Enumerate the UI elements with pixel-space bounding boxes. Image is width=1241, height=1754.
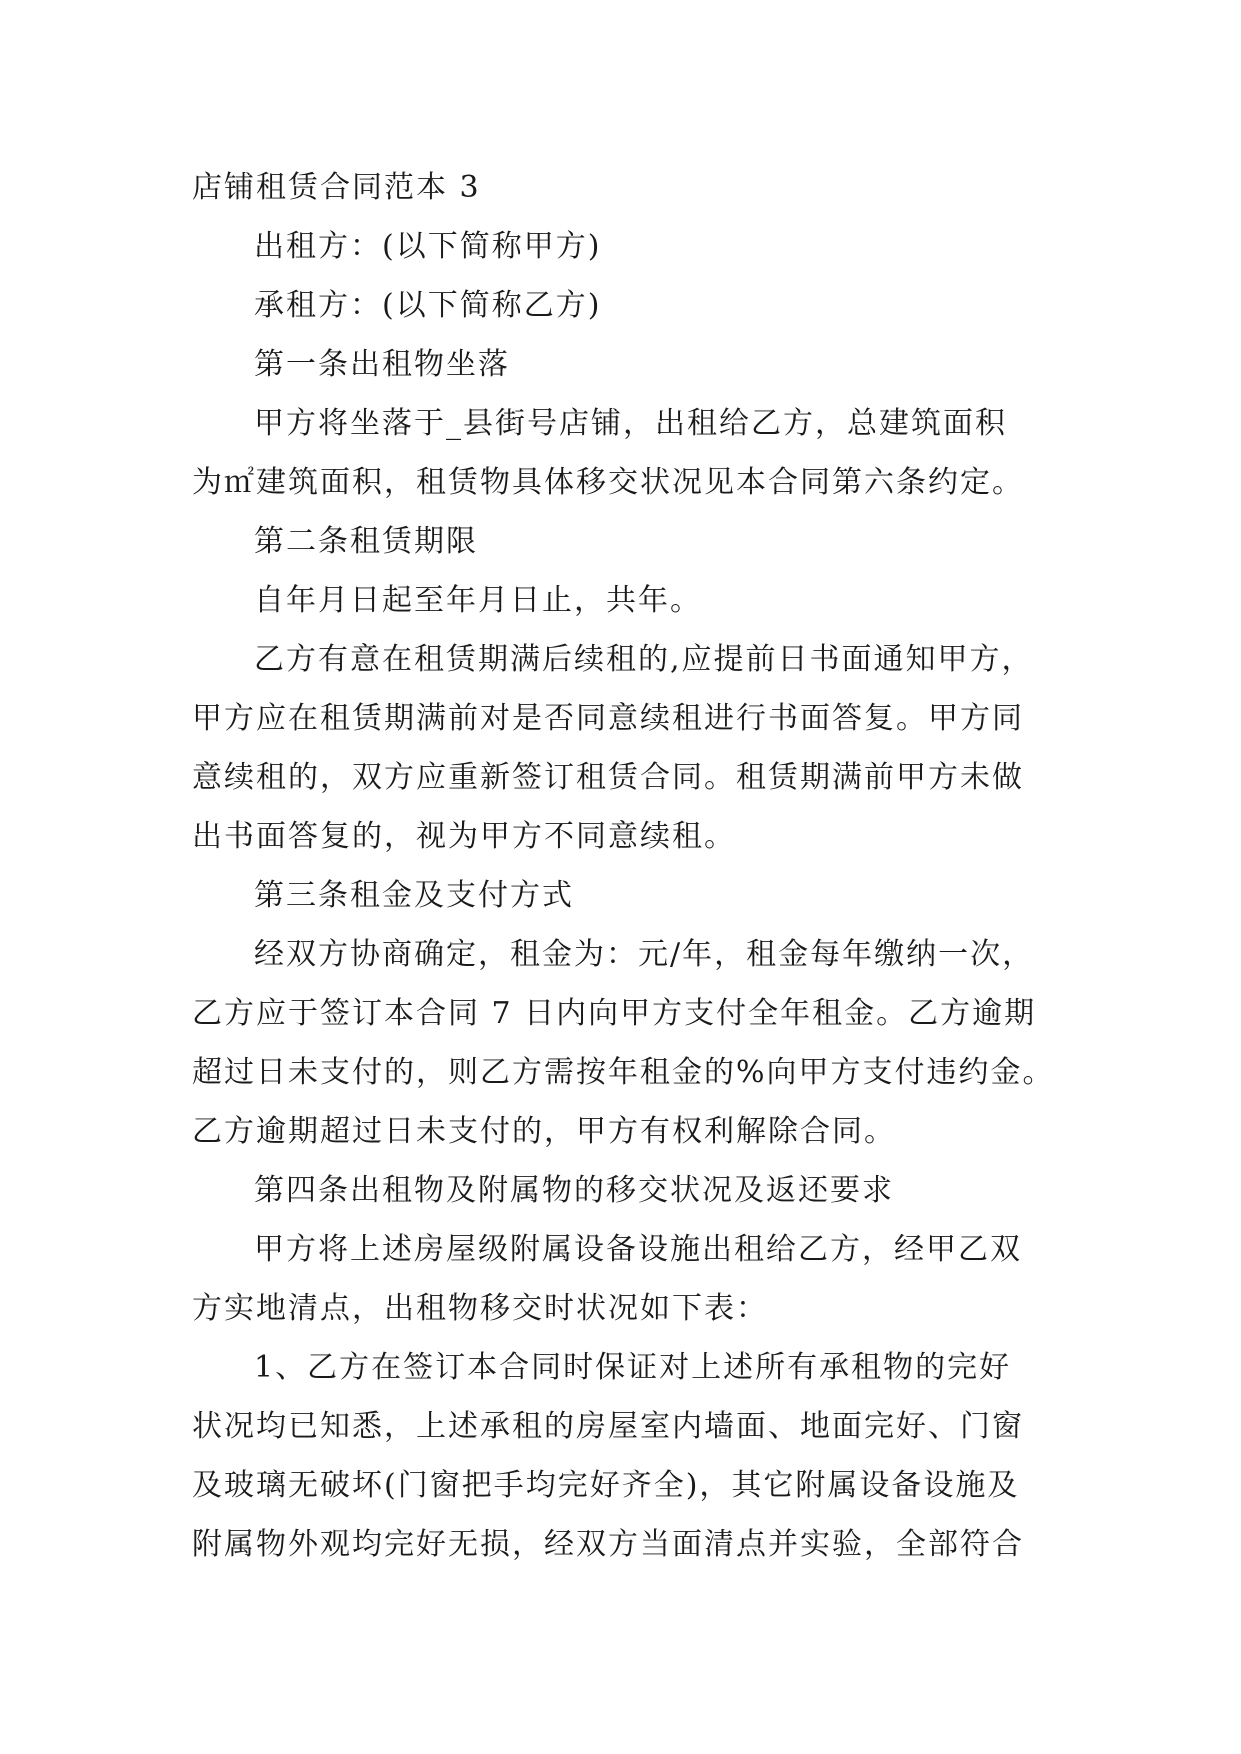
paragraph-clause-1 [192, 1338, 1062, 1574]
section-heading-1 [192, 335, 1062, 394]
text-line: 1、乙方在签订本合同时保证对上述所有承租物的完好 [254, 1350, 1012, 1385]
text-line: 甲方应在租赁期满前对是否同意续租进行书面答复。甲方同 [192, 701, 1024, 736]
section-heading-2 [192, 512, 1062, 571]
text-line: 超过日未支付的，则乙方需按年租金的%向甲方支付违约金。 [192, 1055, 1055, 1090]
text-line: 甲方将坐落于_县街号店铺，出租给乙方，总建筑面积 [254, 406, 1007, 441]
text-line: 状况均已知悉，上述承租的房屋室内墙面、地面完好、门窗 [192, 1409, 1024, 1444]
text-line: 经双方协商确定，租金为：元/年，租金每年缴纳一次， [254, 937, 1035, 972]
text-line: 甲方将上述房屋级附属设备设施出租给乙方，经甲乙双 [254, 1232, 1022, 1267]
text-line: 第二条租赁期限 [254, 524, 478, 559]
section-heading-3 [192, 866, 1062, 925]
paragraph-location [192, 394, 1062, 512]
text-line: 自年月日起至年月日止，共年。 [254, 583, 702, 618]
document-title: 店铺租赁合同范本 3 [192, 170, 481, 205]
section-heading-4 [192, 1161, 1062, 1220]
text-line: 出租方：(以下简称甲方) [254, 229, 602, 264]
text-line: 承租方：(以下简称乙方) [254, 288, 602, 323]
text-line: 第一条出租物坐落 [254, 347, 510, 382]
text-line: 及玻璃无破坏(门窗把手均完好齐全)，其它附属设备设施及 [192, 1468, 1020, 1503]
text-line: 第四条出租物及附属物的移交状况及返还要求 [254, 1173, 894, 1208]
text-line: 乙方应于签订本合同 7 日内向甲方支付全年租金。乙方逾期 [192, 996, 1037, 1031]
paragraph-rent [192, 925, 1062, 1161]
text-line: 第三条租金及支付方式 [254, 878, 574, 913]
paragraph-lessee [192, 276, 1062, 335]
text-line: 方实地清点，出租物移交时状况如下表： [192, 1291, 768, 1326]
text-line: 意续租的，双方应重新签订租赁合同。租赁期满前甲方未做 [192, 760, 1024, 795]
document-body [192, 158, 1062, 1574]
paragraph-lessor [192, 217, 1062, 276]
text-line: 为㎡建筑面积，租赁物具体移交状况见本合同第六条约定。 [192, 465, 1024, 500]
text-line: 出书面答复的，视为甲方不同意续租。 [192, 819, 736, 854]
text-line: 乙方有意在租赁期满后续租的,应提前日书面通知甲方， [254, 642, 1034, 677]
paragraph-term [192, 571, 1062, 630]
text-line: 乙方逾期超过日未支付的，甲方有权利解除合同。 [192, 1114, 896, 1149]
paragraph-handover [192, 1220, 1062, 1338]
text-line: 附属物外观均完好无损，经双方当面清点并实验，全部符合 [192, 1527, 1024, 1562]
paragraph-renewal [192, 630, 1062, 866]
